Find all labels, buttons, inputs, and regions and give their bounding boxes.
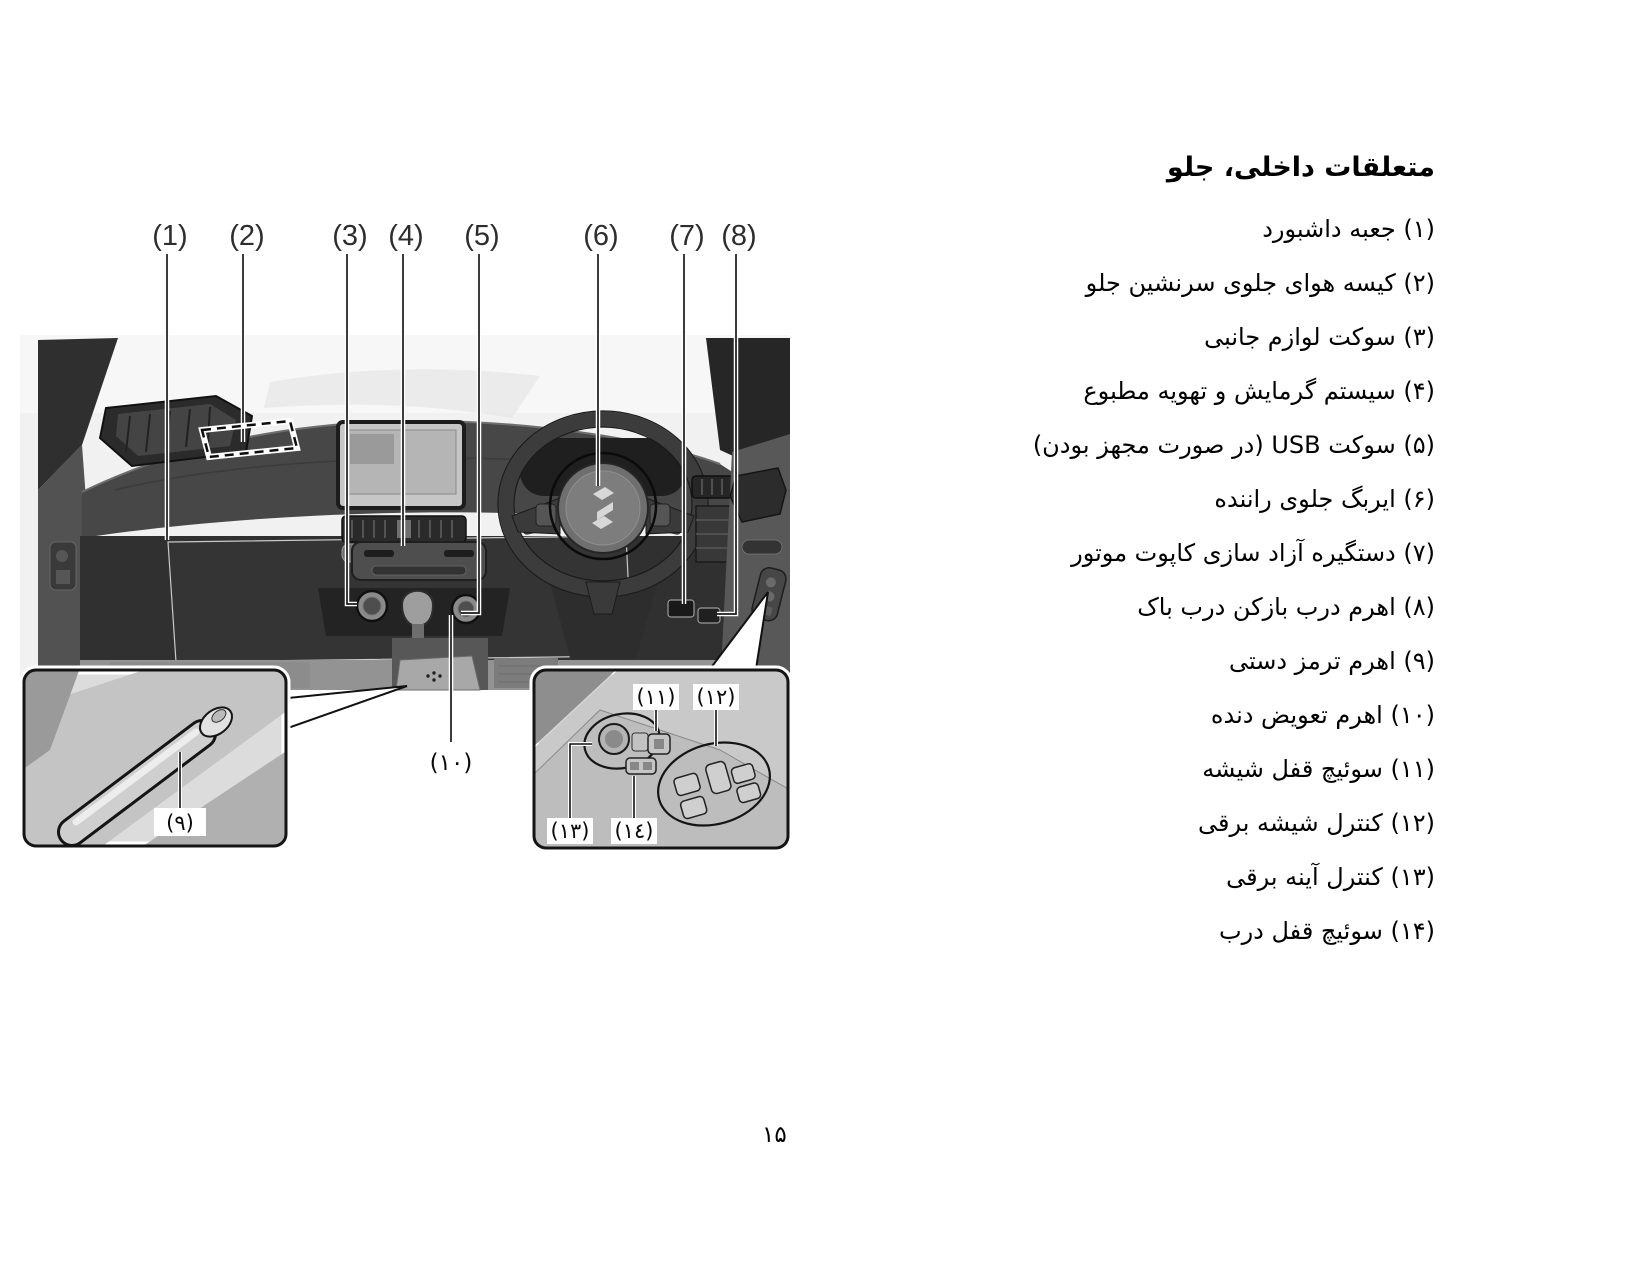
callout-label-1: (1): [152, 220, 188, 252]
hood-release-lever: [668, 600, 694, 617]
door-switches-inset: [532, 668, 790, 850]
right-door-vent: [730, 468, 786, 522]
right-door-handle: [742, 540, 782, 554]
legend-item-2: (۲) کیسه هوای جلوی سرنشین جلو: [1085, 269, 1435, 297]
legend-item-3: (۳) سوکت لوازم جانبی: [1204, 323, 1435, 351]
callout-label-8: (8): [721, 220, 757, 252]
legend-item-5: (۵) سوکت USB (در صورت مجهز بودن): [1032, 431, 1435, 459]
console-face: [396, 656, 480, 690]
legend-item-7: (۷) دستگیره آزاد سازی کاپوت موتور: [1071, 539, 1435, 567]
page-title: متعلقات داخلی، جلو: [1166, 152, 1435, 183]
legend-item-14: (۱۴) سوئیچ قفل درب: [1219, 917, 1435, 945]
legend-list: [965, 202, 1435, 958]
gear-shift-knob: [402, 591, 433, 626]
legend-item-6: (۶) ایربگ جلوی راننده: [1214, 485, 1435, 513]
inset-label-gear-shift: (١٠): [429, 750, 473, 776]
callout-label-3: (3): [332, 220, 368, 252]
left-inset-pointer: [288, 686, 407, 728]
legend-item-13: (۱۳) کنترل آینه برقی: [1226, 863, 1435, 891]
legend-item-12: (۱۲) کنترل شیشه برقی: [1197, 809, 1435, 837]
dashboard-diagram: [20, 190, 800, 850]
inset-label-mirror-control: (١٣): [550, 819, 590, 843]
legend-item-10: (۱۰) اهرم تعویض دنده: [1210, 701, 1435, 729]
inset-label-window-control: (١٢): [696, 685, 736, 709]
callout-label-6: (6): [583, 220, 619, 252]
legend-item-4: (۴) سیستم گرمایش و تهویه مطبوع: [1083, 377, 1435, 405]
inset-label-door-lock: (١٤): [614, 819, 654, 843]
legend-item-8: (۸) اهرم درب بازکن درب باک: [1137, 593, 1435, 621]
callout-label-7: (7): [669, 220, 705, 252]
callout-label-4: (4): [388, 220, 424, 252]
legend-item-1: (۱) جعبه داشبورد: [1262, 215, 1435, 243]
legend-item-11: (۱۱) سوئیچ قفل شیشه: [1202, 755, 1435, 783]
legend-item-9: (۹) اهرم ترمز دستی: [1228, 647, 1435, 675]
legend: [965, 150, 1435, 958]
page-number: ۱۵: [762, 1122, 787, 1148]
callout-label-2: (2): [229, 220, 265, 252]
fuel-door-lever: [698, 608, 720, 623]
callout-label-5: (5): [464, 220, 500, 252]
dashboard-illustration: [20, 190, 800, 850]
inset-label-parking-brake: (٩): [166, 811, 194, 835]
parking-brake-inset: [22, 668, 288, 848]
inset-label-window-lock: (١١): [636, 685, 676, 709]
